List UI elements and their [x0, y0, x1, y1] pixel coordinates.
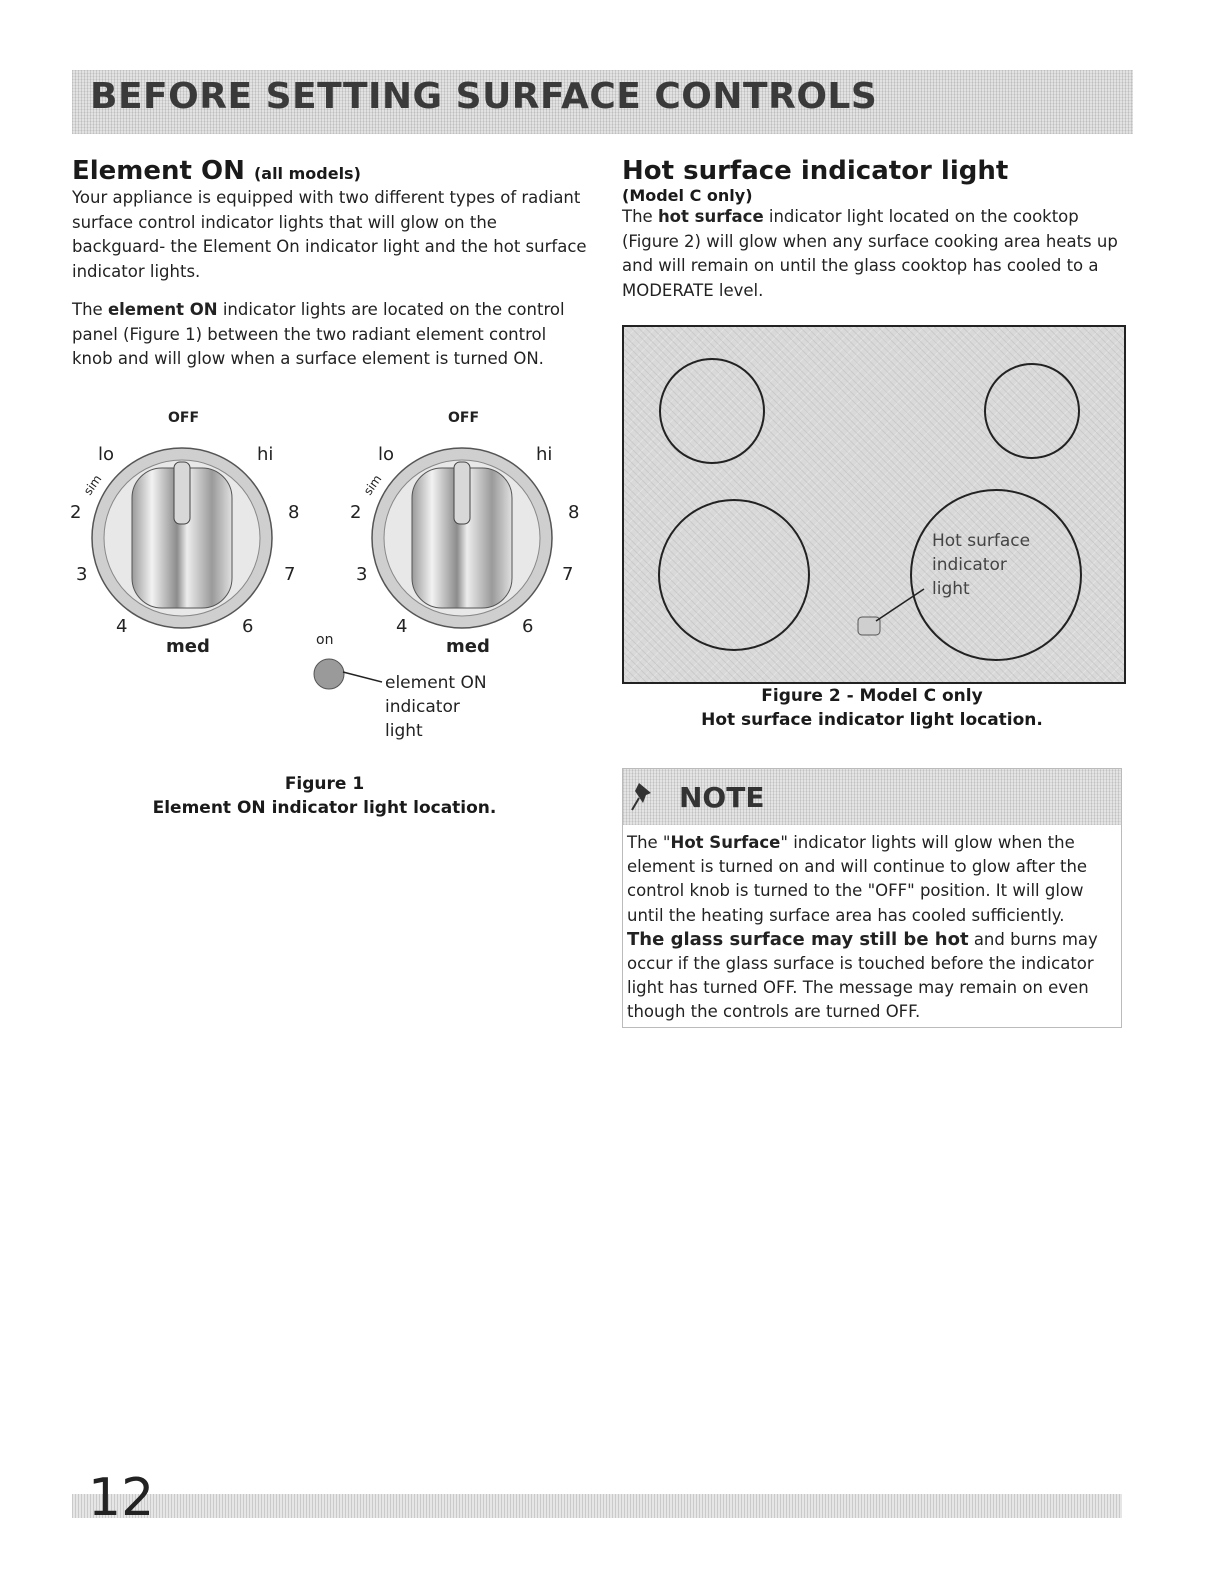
- hot-surface-callout-line1: Hot surface: [932, 531, 1031, 551]
- element-on-para2: [72, 298, 592, 372]
- pushpin-icon: [629, 781, 657, 817]
- hot-surface-section: [622, 156, 1137, 317]
- note-title: NOTE: [679, 781, 765, 814]
- knob-right: [372, 448, 552, 628]
- figure-2-caption-line2: Hot surface indicator light location.: [701, 710, 1043, 730]
- knob-right-hi-label: hi: [536, 444, 553, 465]
- knob-right-3-label: 3: [356, 564, 368, 585]
- knob-left-lo-label: lo: [98, 444, 115, 465]
- burner-top-left: [660, 359, 764, 463]
- knob-right-7-label: 7: [562, 564, 574, 585]
- section-banner: [72, 70, 1133, 134]
- element-on-callout: [385, 671, 487, 743]
- para2-bold: element ON: [107, 300, 218, 319]
- burner-bottom-left: [659, 500, 809, 650]
- hot-surface-para-a: The: [622, 207, 658, 226]
- figure-2-caption-line1: Figure 2 - Model C only: [761, 686, 983, 706]
- element-on-indicator-light: [314, 659, 344, 689]
- knobs-drawing: [62, 410, 592, 750]
- on-label: on: [316, 632, 334, 648]
- figure-1-caption: [72, 772, 577, 820]
- note-p2-b: and burns may occur if the glass surface is touched before the indicator light has turned OFF. The message may remain on even though the controls are turned OFF.: [627, 929, 1098, 1022]
- hot-surface-para: [622, 205, 1137, 303]
- hot-surface-heading: Hot surface indicator light: [622, 156, 1009, 186]
- knob-left-2-label: 2: [70, 502, 82, 523]
- knob-right-lo-label: lo: [378, 444, 395, 465]
- para2-c: indicator lights are located on the control panel (Figure 1) between the two radiant element control knob and will glow when a surface element is turned ON.: [72, 300, 565, 368]
- knob-right-sim-label: sim: [360, 472, 385, 498]
- element-on-callout-line3: light: [385, 721, 423, 741]
- figure-2-cooktop: [622, 325, 1126, 684]
- knob-left-8-label: 8: [288, 502, 300, 523]
- note-p1-a: The ": [627, 833, 671, 852]
- hot-surface-callout: [932, 529, 1030, 601]
- page-number: 12: [88, 1468, 155, 1528]
- knob-right-6-label: 6: [522, 616, 534, 637]
- figure-2-caption: [622, 684, 1122, 732]
- knob-right-4-label: 4: [396, 616, 408, 637]
- note-header: [623, 769, 1121, 825]
- knob-left-med-label: med: [166, 636, 210, 657]
- note-p2-bold: The glass surface may still be hot: [627, 928, 969, 950]
- knob-left-3-label: 3: [76, 564, 88, 585]
- element-on-heading-text: Element ON: [72, 156, 245, 186]
- element-on-callout-line2: indicator: [385, 697, 460, 717]
- element-on-heading-suffix: (all models): [253, 164, 361, 183]
- hot-surface-subheading: (Model C only): [622, 186, 753, 205]
- knob-right-med-label: med: [446, 636, 490, 657]
- hot-surface-callout-line3: light: [932, 579, 970, 599]
- figure-1-caption-line2: Element ON indicator light location.: [152, 798, 497, 818]
- hot-surface-para-c: indicator light located on the cooktop (Figure 2) will glow when any surface cooking area heats up and will remain on until the glass cooktop has cooled to a MODERATE level.: [622, 207, 1118, 300]
- knob-left-6-label: 6: [242, 616, 254, 637]
- element-on-heading: [72, 156, 592, 186]
- figure-1-caption-line1: Figure 1: [284, 774, 365, 794]
- note-box: [622, 768, 1122, 1028]
- cooktop-drawing: [624, 327, 1124, 682]
- note-body: [623, 831, 1121, 1025]
- knob-left-sim-label: sim: [80, 472, 105, 498]
- element-on-section: [72, 156, 592, 386]
- figure-1-knobs: [62, 410, 592, 750]
- burner-top-right: [985, 364, 1079, 458]
- hot-surface-callout-line2: indicator: [932, 555, 1007, 575]
- knob-right-off-label: OFF: [448, 410, 480, 426]
- para2-a: The: [72, 300, 108, 319]
- knob-left-4-label: 4: [116, 616, 128, 637]
- knob-left-off-label: OFF: [168, 410, 200, 426]
- page-title: BEFORE SETTING SURFACE CONTROLS: [90, 76, 878, 117]
- knob-left-hi-label: hi: [257, 444, 274, 465]
- element-on-para1: Your appliance is equipped with two different types of radiant surface control indicator lights that will glow on the backguard- the Element On indicator light and the hot surface indicator lights.: [72, 188, 587, 281]
- hot-surface-para-bold: hot surface: [657, 207, 764, 226]
- footer-bar: [72, 1494, 1122, 1518]
- element-on-callout-line1: element ON: [385, 673, 487, 693]
- note-p1-c: " indicator lights will glow when the element is turned on and will continue to glow after the control knob is turned to the "OFF" position. It will glow until the heating surface area has cooled sufficiently.: [627, 833, 1088, 925]
- knob-left: [92, 448, 272, 628]
- note-p1-bold: Hot Surface: [670, 833, 781, 852]
- knob-left-7-label: 7: [284, 564, 296, 585]
- knob-right-8-label: 8: [568, 502, 580, 523]
- knob-right-2-label: 2: [350, 502, 362, 523]
